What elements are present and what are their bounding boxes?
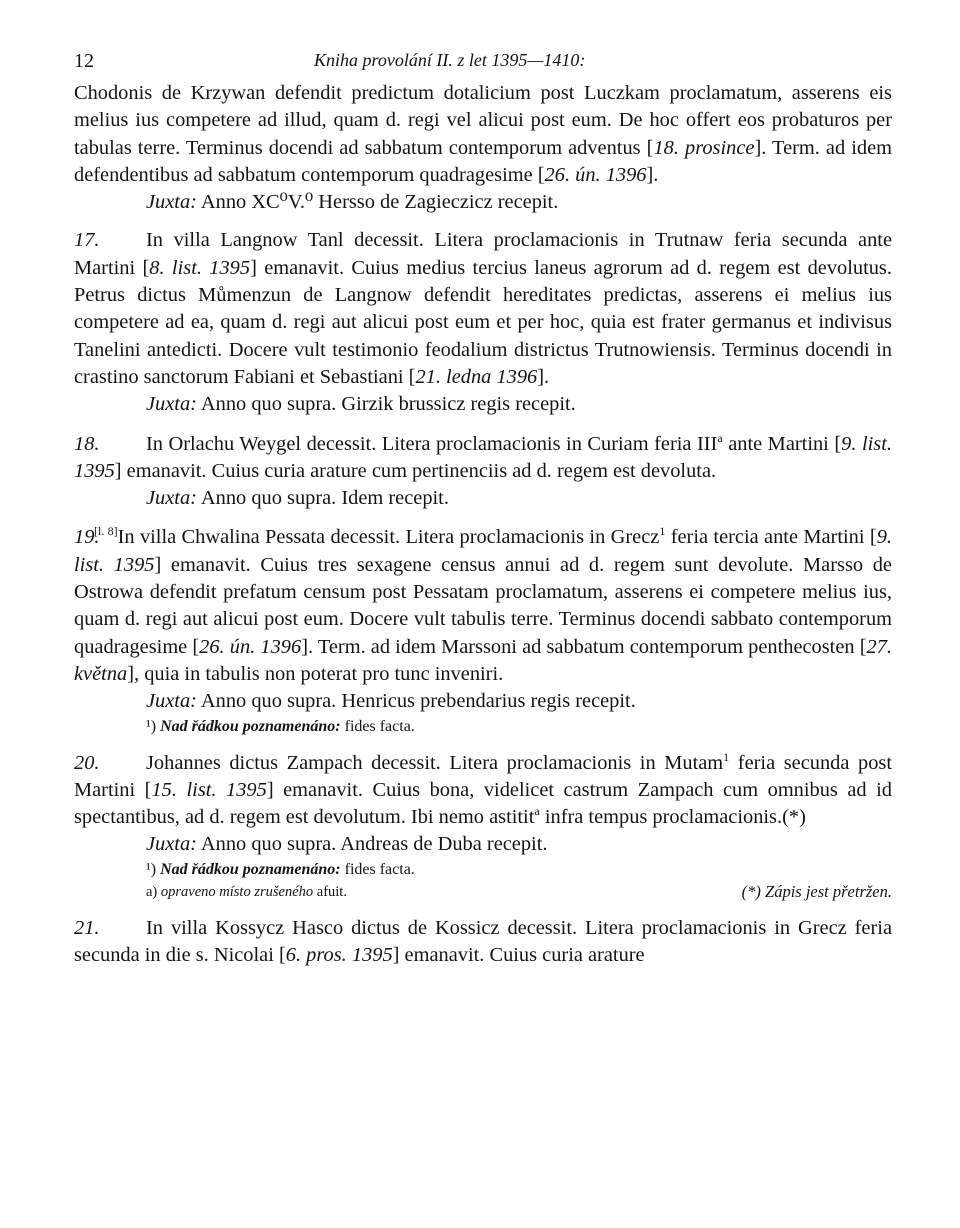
entry-20-juxta: Juxta: Anno quo supra. Andreas de Duba recepit. xyxy=(146,833,548,856)
footnote-row xyxy=(74,881,892,903)
entry-number: 17. xyxy=(74,229,100,252)
entry-18-text: 18. In Orlachu Weygel decessit. Litera proclamacionis in Curiam feria III$^a$ ante Martini [9. list. 1395] emanavit. Cuius curia arature cum pertinenciis ad d. regem est devoluta. xyxy=(74,430,892,482)
running-head: Kniha provolání II. z let 1395—1410: xyxy=(314,50,586,70)
footnote: ¹) Nad řádkou poznamenáno: fides facta. xyxy=(146,860,415,878)
entry-number: 21. xyxy=(74,916,100,939)
entry-16-text: Chodonis de Krzywan defendit predictum dotalicium post Luczkam proclamatum, asserens eis melius ius competere ad illud, quam d. regi vel alicui post eum. De hoc offert eos probaturos per tabulas terre. Terminus docendi ad sabbatum contemporum adventus [18. prosince]. Term. ad idem defendentibus ad sabbatum contemporum quadragesime [26. ún. 1396]. xyxy=(74,82,892,186)
entry-19-juxta: Juxta: Anno quo supra. Henricus prebendarius regis recepit. xyxy=(146,690,636,713)
footnote: a) opraveno místo zrušeného afuit. xyxy=(146,883,347,900)
entry-number: 19. xyxy=(74,526,100,549)
entry-19-text: 19.[l. 8]In villa Chwalina Pessata decessit. Litera proclamacionis in Grecz$^1$ feria tercia ante Martini [9. list. 1395] emanavit. Cuius tres sexagene census annui ad d. regem sunt devolute. Marsso de Ostrowa defendit prefatum censum post Pessatam proclamatum, asserens ei competere melius ius, quam d. regi aut alicui post eum. Docere vult tabulis terre. Terminus docendi sabbato contemporum quadragesime [26. ún. 1396]. Term. ad idem Marssoni ad sabbatum contemporum penthecosten [27. května], quia in tabulis non poterat pro tunc inveniri. xyxy=(74,524,893,685)
entry-16-juxta: Juxta: Anno XC⁰V.⁰ Hersso de Zagieczicz recepit. xyxy=(146,191,559,214)
footnote: ¹) Nad řádkou poznamenáno: fides facta. xyxy=(146,717,415,735)
entry-17-juxta: Juxta: Anno quo supra. Girzik brussicz regis recepit. xyxy=(146,393,576,416)
document-page xyxy=(74,42,892,969)
entry-18-juxta: Juxta: Anno quo supra. Idem recepit. xyxy=(146,487,449,510)
page-header xyxy=(74,42,892,80)
entry-21-text: 21. In villa Kossycz Hasco dictus de Kossicz decessit. Litera proclamacionis in Grecz feria secunda in die s. Nicolai [6. pros. 1395] emanavit. Cuius curia arature xyxy=(74,916,892,967)
page-number: 12 xyxy=(74,50,94,72)
entry-number: 20. xyxy=(74,751,100,774)
entry-number: 18. xyxy=(74,432,100,455)
entry-20-text: 20. Johannes dictus Zampach decessit. Litera proclamacionis in Mutam$^1$ feria secunda post Martini [15. list. 1395] emanavit. Cuius bona, videlicet castrum Zampach cum omnibus ad id spectantibus, ad d. regem est devolutum. Ibi nemo astitit$^a$ infra tempus proclamacionis.(*) xyxy=(74,749,893,829)
folio-mark: [l. 8] xyxy=(94,524,118,539)
entry-17-text: 17. In villa Langnow Tanl decessit. Litera proclamacionis in Trutnaw feria secunda ante Martini [8. list. 1395] emanavit. Cuius medius tercius laneus agrorum ad d. regem est devolutus. Petrus dictus Můmenzun de Langnow defendit hereditates predictas, asserens ei melius ius competere ad ea, quam d. regi aut alicui post eum et per hoc, quia est frater germanus et indivisus Tanelini antedicti. Docere vult testimonio feodalium districtus Trutnowiensis. Terminus docendi in crastino sanctorum Fabiani et Sebastiani [21. ledna 1396]. xyxy=(74,229,892,388)
editorial-note: (*) Zápis jest přetržen. xyxy=(741,881,892,901)
